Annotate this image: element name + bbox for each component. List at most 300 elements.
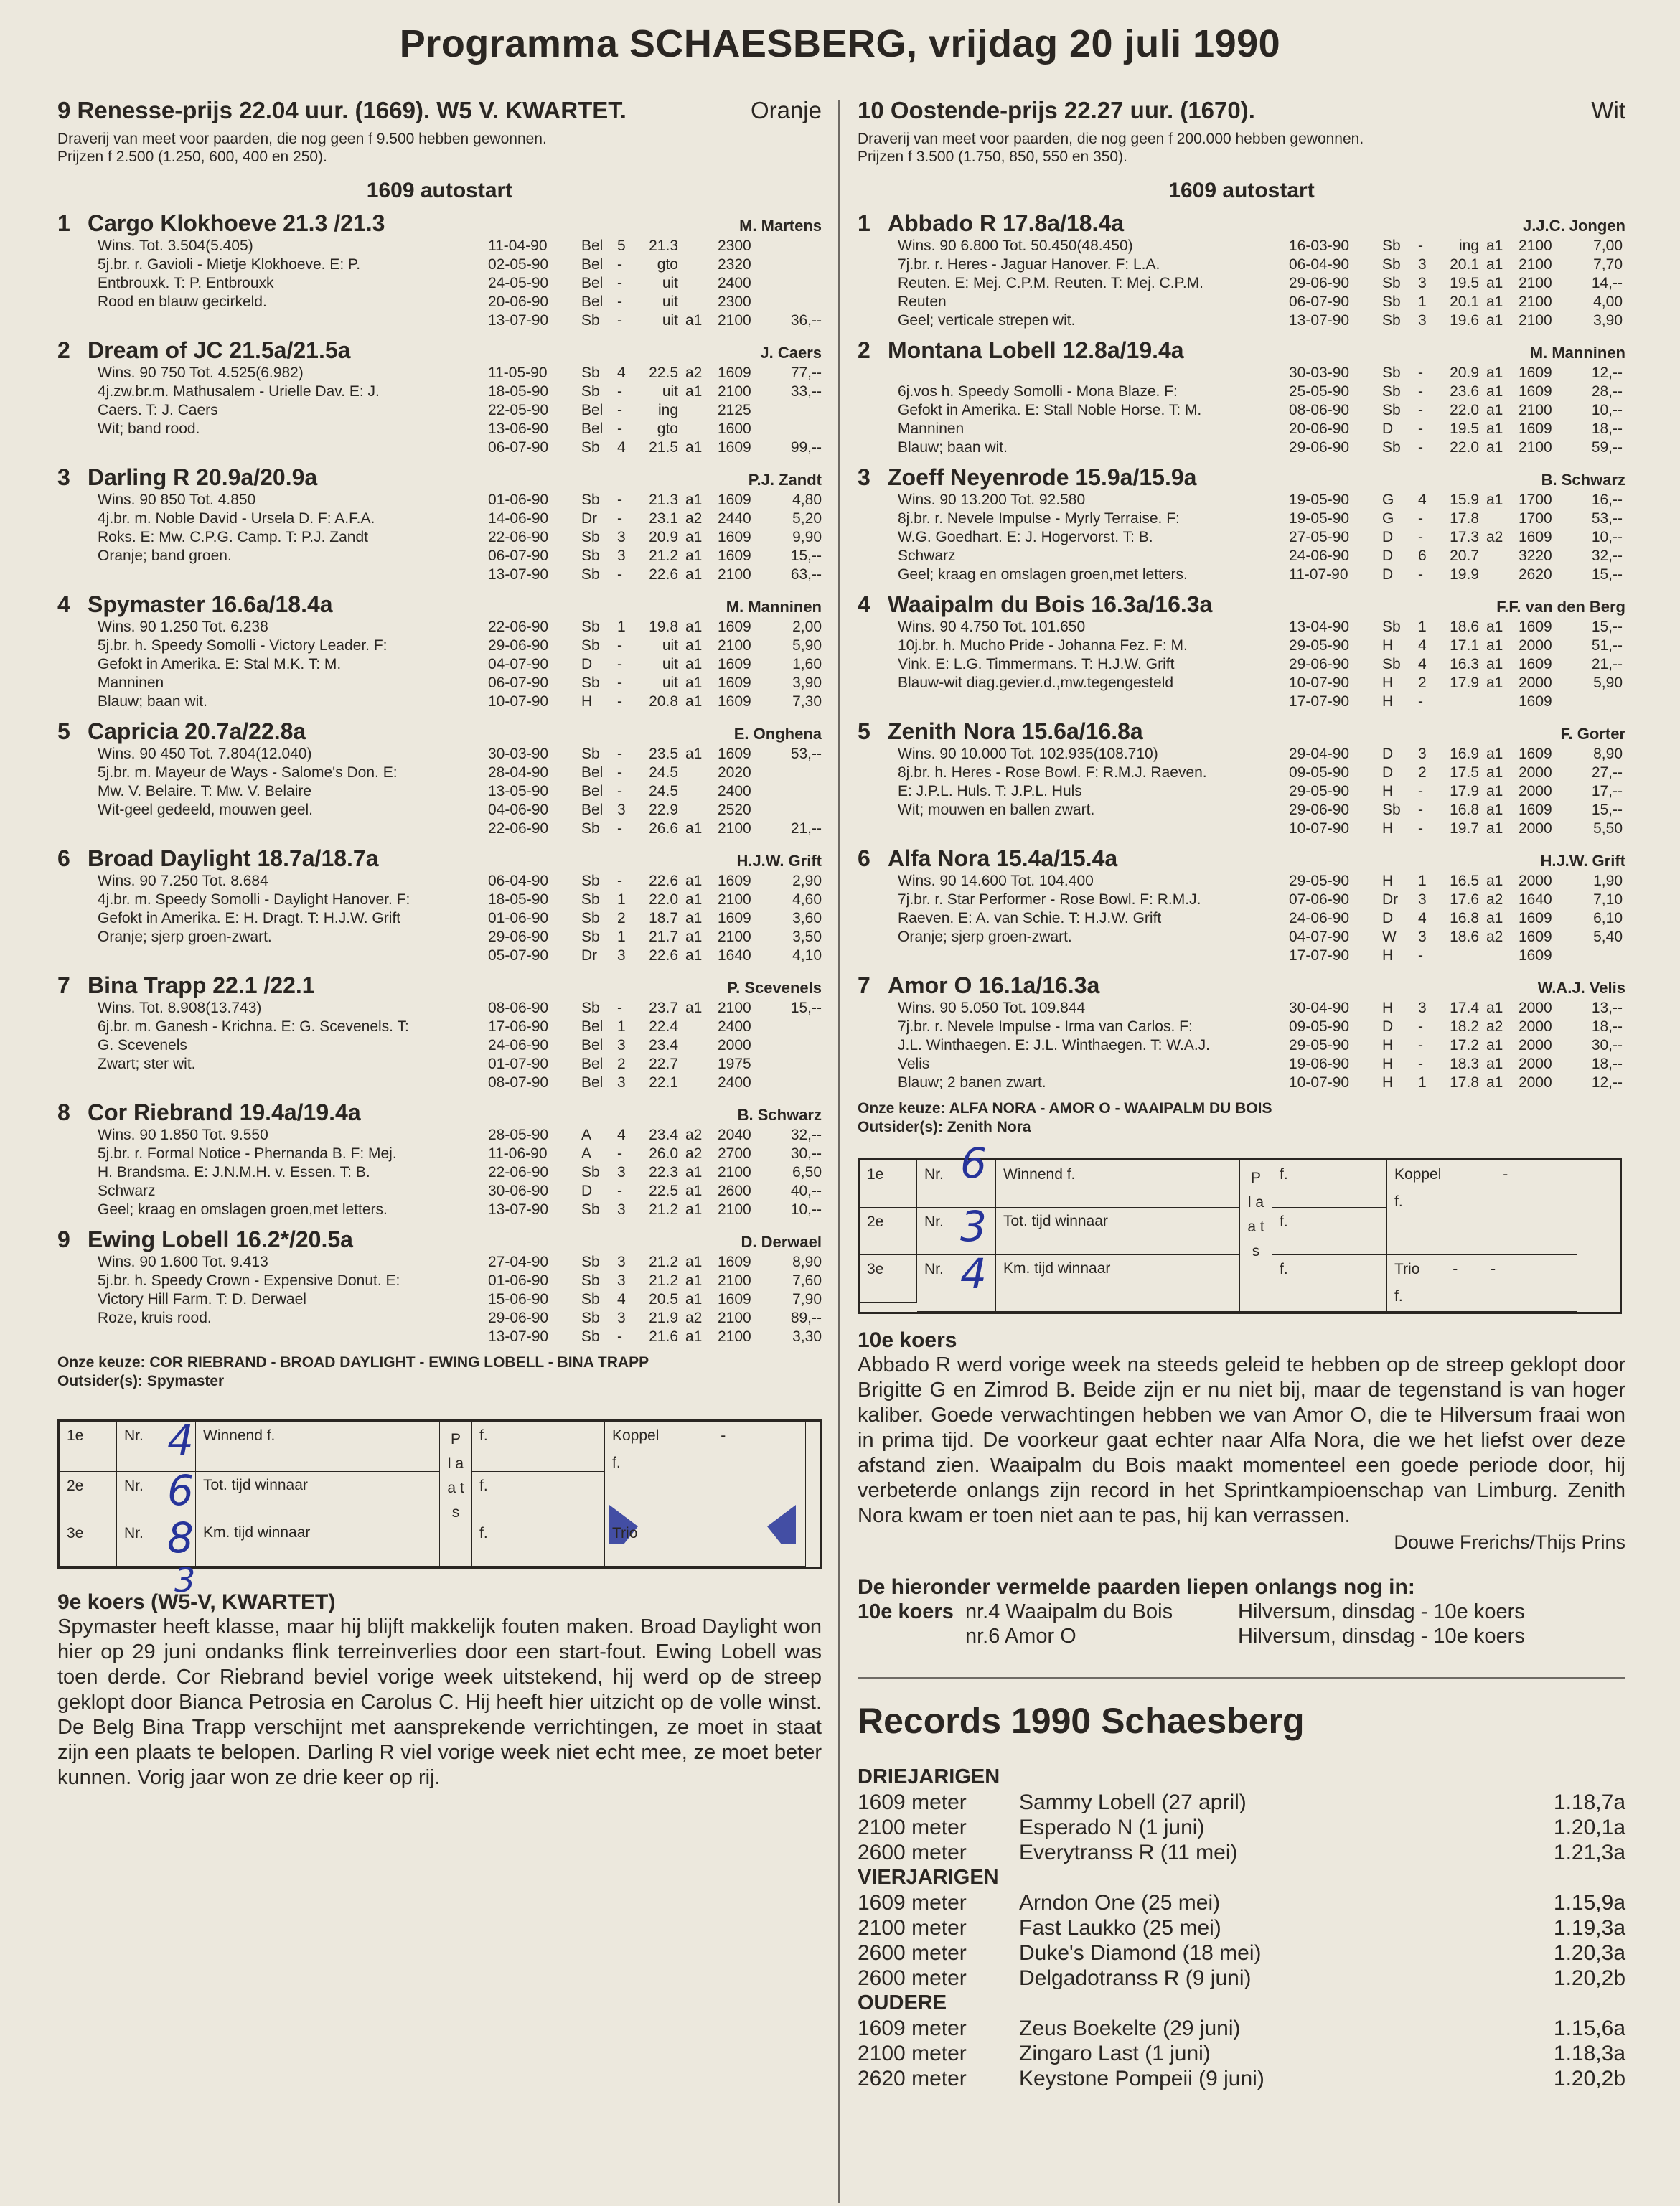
horse-entry (858, 464, 1625, 584)
run-cell: D (1382, 764, 1394, 781)
horse-info-line (98, 947, 488, 965)
run-cell: 10,-- (1591, 402, 1623, 418)
form-tot-tijd-label: Tot. tijd winnaar (996, 1208, 1240, 1255)
run-cell: 22.0 (1450, 439, 1479, 456)
horse-info-line: 10j.br. h. Mucho Pride - Johanna Fez. F: M. (898, 637, 1188, 654)
run-cell: 24.5 (649, 783, 678, 799)
race-10-title: 10 Oostende-prijs 22.27 uur. (1670). (858, 97, 1255, 123)
run-cell (771, 764, 822, 782)
horse-number: 2 (858, 337, 870, 363)
horse-name: 5 Capricia 20.7a/22.8a (57, 718, 306, 744)
horse-info-line: Blauw-wit diag.gevier.d.,mw.tegengesteld (898, 675, 1174, 691)
horse-number: 1 (858, 210, 870, 236)
run-cell (685, 293, 718, 311)
run-cell: - (617, 421, 622, 437)
form-koppel-label: Koppel (612, 1427, 660, 1444)
run-cell: Sb (581, 1291, 600, 1308)
run-cell: Sb (581, 746, 600, 762)
race-9-header (57, 97, 822, 124)
horse-info-line: 4j.zw.br.m. Mathusalem - Urielle Dav. E: J. (98, 383, 380, 400)
run-cell: 4 (617, 365, 626, 381)
form-f-label: f. (472, 1472, 605, 1519)
run-cell: Bel (581, 421, 604, 437)
run-row (488, 1055, 822, 1074)
run-cell: H (1382, 693, 1394, 710)
run-cell: 22.6 (649, 873, 678, 889)
horse-info-line (898, 693, 1289, 711)
run-cell: 29-06-90 (1289, 802, 1350, 818)
run-cell (771, 293, 822, 311)
horse-info-line: Geel; verticale strepen wit. (898, 312, 1076, 329)
form-f-label: f. (1272, 1255, 1387, 1312)
run-cell: - (1418, 238, 1423, 254)
horse-info (898, 237, 1289, 330)
handwritten-number: 3 (174, 1561, 196, 1600)
recent-horse: nr.6 Amor O (965, 1625, 1076, 1648)
run-cell: 23.6 (1450, 383, 1479, 400)
horse-info (98, 618, 488, 711)
run-cell: 1 (1418, 619, 1427, 635)
record-group-title: OUDERE (858, 1991, 947, 2014)
run-row (1289, 891, 1625, 909)
horse-number: 3 (57, 464, 70, 490)
run-cell: 2100 (718, 383, 751, 400)
run-cell: - (1418, 383, 1423, 400)
horse-header (57, 464, 822, 491)
horse-entry (57, 591, 822, 711)
run-row (1289, 528, 1625, 547)
run-cell: 3 (617, 1037, 626, 1053)
run-cell: 28-05-90 (488, 1127, 549, 1143)
horse-info (98, 364, 488, 457)
horse-body (858, 999, 1625, 1092)
run-cell (1486, 547, 1519, 565)
horse-info (98, 999, 488, 1092)
run-cell: 18-05-90 (488, 891, 549, 908)
horse-info (98, 237, 488, 330)
run-row (488, 1126, 822, 1145)
run-row (488, 801, 822, 820)
run-cell (1440, 947, 1486, 965)
run-cell: Sb (581, 820, 600, 837)
run-cell: 22.0 (649, 891, 678, 908)
run-cell: 3 (617, 1310, 626, 1326)
race-9-outsider: Outsider(s): Spymaster (57, 1373, 225, 1389)
run-row (488, 364, 822, 382)
run-cell: 16.8 (1450, 910, 1479, 926)
run-cell: 22.4 (649, 1018, 678, 1035)
record-time: 1.20,2b (1553, 1966, 1625, 1990)
run-cell: 28-04-90 (488, 764, 549, 781)
run-cell: 2100 (718, 566, 751, 583)
run-cell: - (1418, 802, 1423, 818)
run-cell: Sb (581, 873, 600, 889)
horse-info-line (898, 947, 1289, 965)
run-cell (1486, 693, 1519, 711)
run-row (488, 1290, 822, 1309)
run-cell: 05-07-90 (488, 947, 549, 964)
record-horse: Duke's Diamond (18 mei) (1019, 1941, 1262, 1965)
run-row (1289, 382, 1625, 401)
run-cell: 1609 (718, 675, 751, 691)
horse-info (98, 745, 488, 838)
run-cell (685, 237, 718, 255)
run-cell: 06-07-90 (488, 439, 549, 456)
run-row (488, 1182, 822, 1201)
form-nr-label (917, 1249, 996, 1312)
run-row (1289, 745, 1625, 764)
run-row (1289, 364, 1625, 382)
run-cell: H (1382, 675, 1394, 691)
run-row (488, 565, 822, 584)
record-time: 1.20,2b (1553, 2067, 1625, 2090)
race-10-commentary: Abbado R werd vorige week na steeds geleid te hebben op de streep geklopt door Brigitte G en Zimrod B. Beide zijn er nu niet bij, maar de tegenstand is van hoger kaliber. Goede verwachtingen hebben we van Amor O, die te Hilversum fraai won in prima tijd. De voorkeur gaat echter naar Alfa Nora, die we het liefst over deze afstand zien. Waaipalm du Bois maakt momenteel een goede periode door, hij verbeterde onlangs zijn record in het Sprintkampioenschap van Limburg. Zenith Nora kwam er toen niet aan te pas, hij kan verrassen. (858, 1353, 1625, 1527)
run-cell: 29-05-90 (1289, 783, 1350, 799)
run-cell: A (581, 1127, 592, 1143)
horse-trainer: E. Onghena (733, 725, 822, 743)
run-cell (1486, 947, 1519, 965)
run-cell: 24-05-90 (488, 275, 549, 291)
run-cell: 1609 (718, 365, 751, 381)
race-9-result-form (57, 1416, 822, 1600)
run-cell: 18.6 (1450, 619, 1479, 635)
horse-info-line: Wins. Tot. 3.504(5.405) (98, 238, 253, 254)
run-cell: H (1382, 873, 1394, 889)
run-cell: 23.1 (649, 510, 678, 527)
run-cell: uit (662, 312, 678, 329)
horse-info-line: Geel; kraag en omslagen groen,met letters. (898, 566, 1188, 583)
run-cell: 17.1 (1450, 637, 1479, 654)
run-cell: - (1418, 1018, 1423, 1035)
run-row (488, 1272, 822, 1290)
handwritten-number: 8 (167, 1513, 194, 1562)
horse-info-line: Entbrouxk. T: P. Entbrouxk (98, 275, 274, 291)
run-cell: Sb (1382, 656, 1401, 672)
run-row (1289, 764, 1625, 782)
column-divider (838, 100, 840, 2203)
record-time: 1.19,3a (1553, 1916, 1625, 1940)
record-horse: Delgadotranss R (9 juni) (1019, 1966, 1252, 1990)
run-cell: 13-07-90 (488, 312, 549, 329)
form-nr-text: Nr. (124, 1427, 144, 1444)
horse-header (858, 337, 1625, 364)
run-cell: 11-06-90 (488, 1145, 548, 1162)
run-cell: 16.5 (1450, 873, 1479, 889)
run-cell: 2100 (718, 1328, 751, 1345)
horse-info-line: Victory Hill Farm. T: D. Derwael (98, 1291, 306, 1308)
horse-body (858, 237, 1625, 330)
run-cell: 22-06-90 (488, 529, 549, 545)
run-cell: 1 (1418, 294, 1427, 310)
horse-info-line: Wit-geel gedeeld, mouwen geel. (98, 802, 314, 818)
run-cell: 32,-- (790, 1127, 822, 1143)
horse-info (898, 872, 1289, 965)
run-cell (771, 1055, 822, 1074)
run-cell: 4 (1418, 910, 1427, 926)
run-cell: 1609 (718, 1254, 751, 1270)
run-row (1289, 1018, 1625, 1036)
record-row (858, 2016, 1625, 2041)
horse-trainer: B. Schwarz (737, 1106, 822, 1124)
run-cell: 2000 (1519, 1056, 1552, 1072)
horse-name: 1 Abbado R 17.8a/18.4a (858, 210, 1125, 236)
form-row-label: 2e (60, 1472, 117, 1519)
run-cell: 2 (1418, 764, 1427, 781)
run-cell: 04-07-90 (1289, 929, 1350, 945)
run-cell: 22.0 (1450, 402, 1479, 418)
horse-info-line (98, 438, 488, 457)
run-cell: 2400 (718, 1074, 751, 1091)
run-cell: a1 (1486, 637, 1503, 654)
run-cell: 20.9 (1450, 365, 1479, 381)
run-cell: 1609 (1519, 929, 1552, 945)
run-cell: 7,00 (1593, 238, 1623, 254)
run-cell: 13-06-90 (488, 421, 549, 437)
run-cell: 3 (1418, 891, 1427, 908)
horse-body (57, 872, 822, 965)
run-cell: a2 (685, 510, 703, 527)
records-list (858, 1765, 1625, 2091)
run-row (1289, 999, 1625, 1018)
run-cell: 1609 (1519, 802, 1552, 818)
horse-info (98, 491, 488, 584)
run-cell: Sb (581, 1000, 600, 1016)
run-cell: 5,90 (1593, 675, 1623, 691)
run-row (1289, 947, 1625, 965)
run-cell: - (617, 637, 622, 654)
run-cell: Sb (581, 548, 600, 564)
horse-header (858, 464, 1625, 491)
run-cell: Sb (1382, 238, 1401, 254)
run-cell: 27-05-90 (1289, 529, 1350, 545)
race-10-header (858, 97, 1625, 124)
horse-info-line: Wins. 90 7.250 Tot. 8.684 (98, 873, 268, 889)
run-cell: 08-06-90 (488, 1000, 549, 1016)
run-cell: a2 (1486, 529, 1503, 545)
horse-info-line: Wins. 90 850 Tot. 4.850 (98, 492, 256, 508)
run-cell (771, 401, 822, 420)
horse-info-line: Vink. E: L.G. Timmermans. T: H.J.W. Grift (898, 656, 1175, 672)
horse-entry (57, 972, 822, 1092)
horse-recent-runs (488, 491, 822, 584)
run-row (488, 1163, 822, 1182)
horse-info (898, 618, 1289, 711)
run-cell: 18-05-90 (488, 383, 549, 400)
run-row (1289, 782, 1625, 801)
horse-info-line: Wins. 90 5.050 Tot. 109.844 (898, 1000, 1086, 1016)
run-cell: H (1382, 1037, 1394, 1053)
horse-recent-runs (488, 1126, 822, 1219)
run-cell: 3220 (1519, 548, 1552, 564)
run-cell (771, 1074, 822, 1092)
run-cell: D (1382, 529, 1394, 545)
record-horse: Fast Laukko (25 mei) (1019, 1916, 1221, 1940)
run-cell: 11-07-90 (1289, 566, 1348, 583)
run-row (1289, 693, 1625, 711)
run-cell: 7,10 (1593, 891, 1623, 908)
run-cell: 4 (617, 439, 626, 456)
run-cell: a1 (685, 1291, 703, 1308)
run-cell: D (1382, 548, 1394, 564)
horse-trainer: M. Manninen (726, 598, 822, 616)
run-cell: 2100 (718, 312, 751, 329)
run-cell: 30-04-90 (1289, 1000, 1350, 1016)
horse-body (57, 364, 822, 457)
run-cell: Bel (581, 764, 604, 781)
run-cell: uit (662, 656, 678, 672)
run-cell: G (1382, 510, 1394, 527)
run-cell: 09-05-90 (1289, 764, 1350, 781)
race-10-conditions (858, 130, 1625, 166)
run-cell: 16.3 (1450, 656, 1479, 672)
run-cell: Sb (581, 1328, 600, 1345)
record-horse: Keystone Pompeii (9 juni) (1019, 2067, 1264, 2090)
run-cell: D (1382, 566, 1394, 583)
trio-marking-icon (609, 1498, 796, 1544)
horse-recent-runs (488, 999, 822, 1092)
run-row (1289, 565, 1625, 584)
run-cell: 21.2 (649, 1201, 678, 1218)
run-row (488, 1018, 822, 1036)
run-row (488, 872, 822, 891)
run-cell: 10-07-90 (1289, 1074, 1350, 1091)
run-cell: 2300 (718, 294, 751, 310)
run-cell: Sb (581, 1272, 600, 1289)
run-cell: 2320 (718, 256, 751, 273)
run-cell: 1609 (1519, 746, 1552, 762)
run-cell: 2400 (718, 275, 751, 291)
run-cell: 1609 (718, 619, 751, 635)
horse-info-line: Wins. 90 450 Tot. 7.804(12.040) (98, 746, 312, 762)
run-cell: 4,60 (792, 891, 822, 908)
run-cell: a1 (1486, 439, 1503, 456)
run-cell: - (617, 656, 622, 672)
run-cell: Bel (581, 256, 604, 273)
run-cell: 30-06-90 (488, 1183, 549, 1199)
run-cell: 3 (617, 1201, 626, 1218)
run-cell: - (617, 693, 622, 710)
run-cell: H (1382, 1056, 1394, 1072)
run-cell: 10,-- (790, 1201, 822, 1218)
run-row (488, 674, 822, 693)
race-10-horse-list (858, 210, 1625, 1092)
run-cell: 8,90 (1593, 746, 1623, 762)
run-cell: 17.9 (1450, 783, 1479, 799)
run-cell: - (617, 510, 622, 527)
run-cell: a1 (1486, 402, 1503, 418)
run-row (1289, 674, 1625, 693)
run-cell: a1 (1486, 1074, 1503, 1091)
horse-recent-runs (488, 745, 822, 838)
race-9-condition-text: Draverij van meet voor paarden, die nog geen f 9.500 hebben gewonnen. (57, 131, 547, 147)
run-cell: 20.5 (649, 1291, 678, 1308)
horse-number: 9 (57, 1226, 70, 1252)
run-cell: - (1418, 947, 1423, 964)
run-cell (685, 1018, 718, 1036)
horse-info-line: 5j.br. m. Mayeur de Ways - Salome's Don. E: (98, 764, 398, 781)
horse-body (57, 999, 822, 1092)
record-row (858, 1966, 1625, 1991)
run-cell: 29-05-90 (1289, 873, 1350, 889)
run-cell: 20-06-90 (1289, 421, 1350, 437)
run-cell: 2100 (718, 1201, 751, 1218)
run-cell: Bel (581, 1037, 604, 1053)
form-row-label: 1e (60, 1422, 117, 1472)
form-dash: - (721, 1427, 726, 1444)
horse-entry (858, 337, 1625, 457)
recent-race-label (858, 1624, 965, 1648)
run-row (488, 637, 822, 655)
horse-info-line: Oranje; band groen. (98, 548, 232, 564)
run-cell: 22.7 (649, 1056, 678, 1072)
run-cell: a1 (1486, 802, 1503, 818)
horse-entry (858, 591, 1625, 711)
horse-info (898, 491, 1289, 584)
horse-number: 6 (858, 845, 870, 871)
run-cell: 40,-- (790, 1183, 822, 1199)
race-9-commentary-heading: 9e koers (W5-V, KWARTET) (57, 1590, 336, 1614)
run-cell: 2100 (1519, 439, 1552, 456)
run-row (488, 782, 822, 801)
run-cell: Sb (581, 1201, 600, 1218)
run-cell: 21.2 (649, 1272, 678, 1289)
run-cell: 18.7 (649, 910, 678, 926)
run-cell: 1609 (1519, 656, 1552, 672)
horse-entry (858, 718, 1625, 838)
record-group-title: VIERJARIGEN (858, 1866, 999, 1889)
run-cell: 2100 (718, 891, 751, 908)
horse-trainer: H.J.W. Grift (736, 852, 822, 870)
run-cell: - (1418, 566, 1423, 583)
run-cell: 2000 (1519, 873, 1552, 889)
run-cell: Bel (581, 783, 604, 799)
run-cell: a1 (1486, 910, 1503, 926)
run-cell: - (617, 566, 622, 583)
run-cell: 12,-- (1591, 365, 1623, 381)
run-cell: 16.9 (1450, 746, 1479, 762)
run-cell: a1 (1486, 675, 1503, 691)
form-koppel-label: Koppel (1394, 1166, 1442, 1183)
run-cell: 63,-- (790, 566, 822, 583)
run-cell: 17.2 (1450, 1037, 1479, 1053)
horse-entry (858, 210, 1625, 330)
records-title: Records 1990 Schaesberg (858, 1701, 1305, 1741)
run-cell: 21.7 (649, 929, 678, 945)
run-cell: 3,60 (792, 910, 822, 926)
form-f-label: f. (1394, 1193, 1403, 1210)
record-time: 1.20,1a (1553, 1816, 1625, 1839)
horse-body (858, 872, 1625, 965)
run-cell: 32,-- (1591, 548, 1623, 564)
horse-info (898, 999, 1289, 1092)
run-cell: 16.8 (1450, 802, 1479, 818)
record-distance: 1609 meter (858, 1891, 967, 1915)
run-cell: D (1382, 910, 1394, 926)
race-9-conditions (57, 130, 822, 166)
run-cell: 2000 (1519, 783, 1552, 799)
run-cell: a1 (1486, 619, 1503, 635)
run-row (488, 891, 822, 909)
run-cell: 24-06-90 (1289, 548, 1350, 564)
run-cell: a2 (1486, 891, 1503, 908)
run-cell: 18,-- (1591, 1056, 1623, 1072)
run-cell: - (617, 820, 622, 837)
run-cell: 13-07-90 (488, 1201, 549, 1218)
run-cell: 51,-- (1591, 637, 1623, 654)
run-cell: 3 (617, 947, 626, 964)
record-distance: 2600 meter (858, 1841, 967, 1864)
run-cell (771, 274, 822, 293)
